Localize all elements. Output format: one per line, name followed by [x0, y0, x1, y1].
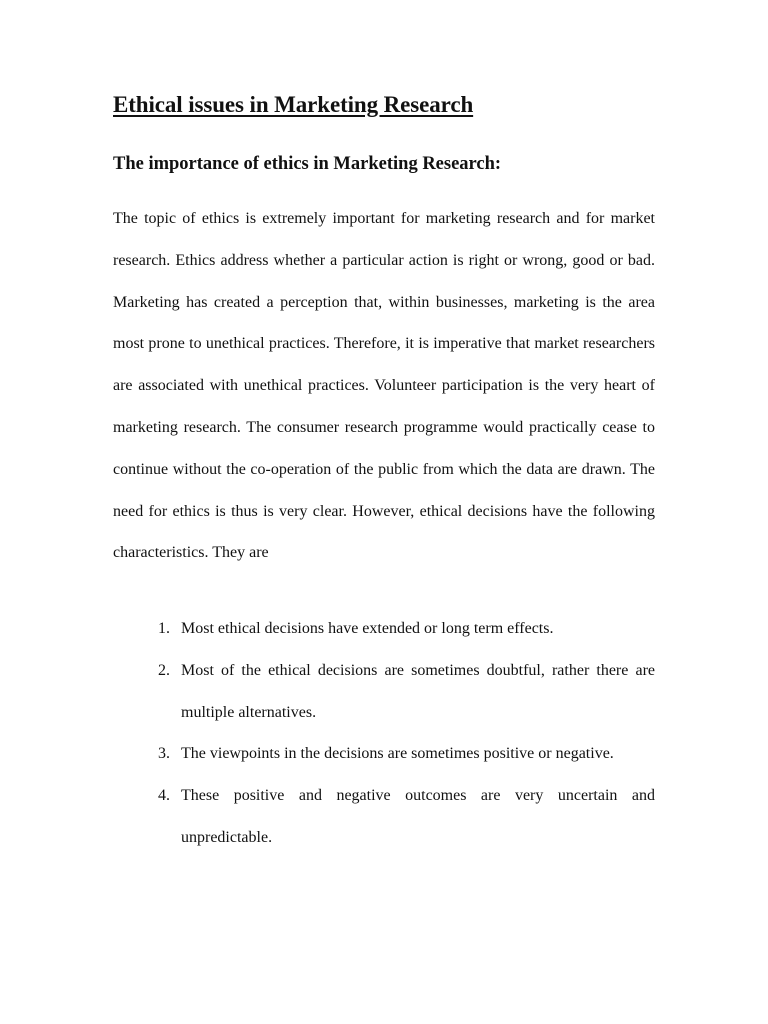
section-heading: The importance of ethics in Marketing Research: [113, 154, 502, 174]
list-item-number: 2. [158, 661, 170, 679]
list-item [150, 733, 655, 775]
list-item-text: Most ethical decisions have extended or long term effects. [181, 620, 554, 637]
list-item-text: Most of the ethical decisions are sometimes doubtful, rather there are multiple alternatives. [181, 661, 655, 721]
characteristics-list [150, 608, 655, 859]
list-item [150, 608, 655, 650]
list-item-number: 4. [158, 787, 170, 805]
list-item-number: 1. [158, 620, 170, 637]
list-item [150, 650, 655, 734]
body-paragraph: The topic of ethics is extremely important for marketing research and for market research. Ethics address whether a particular action is right or wrong, good or bad. Marketing has created a perception that, within businesses, marketing is the area most prone to unethical practices. Therefore, it is imperative that market researchers are associated with unethical practices. Volunteer participation is the very heart of marketing research. The consumer research programme would practically cease to continue without the co-operation of the public from which the data are drawn. The need for ethics is thus is very clear. However, ethical decisions have the following characteristics. They are [113, 210, 655, 562]
document-title: Ethical issues in Marketing Research [113, 92, 474, 117]
list-item [150, 775, 655, 859]
list-item-text: The viewpoints in the decisions are sometimes positive or negative. [181, 745, 614, 763]
list-item-number: 3. [158, 745, 170, 763]
list-item-text: These positive and negative outcomes are very uncertain and unpredictable. [181, 787, 655, 846]
